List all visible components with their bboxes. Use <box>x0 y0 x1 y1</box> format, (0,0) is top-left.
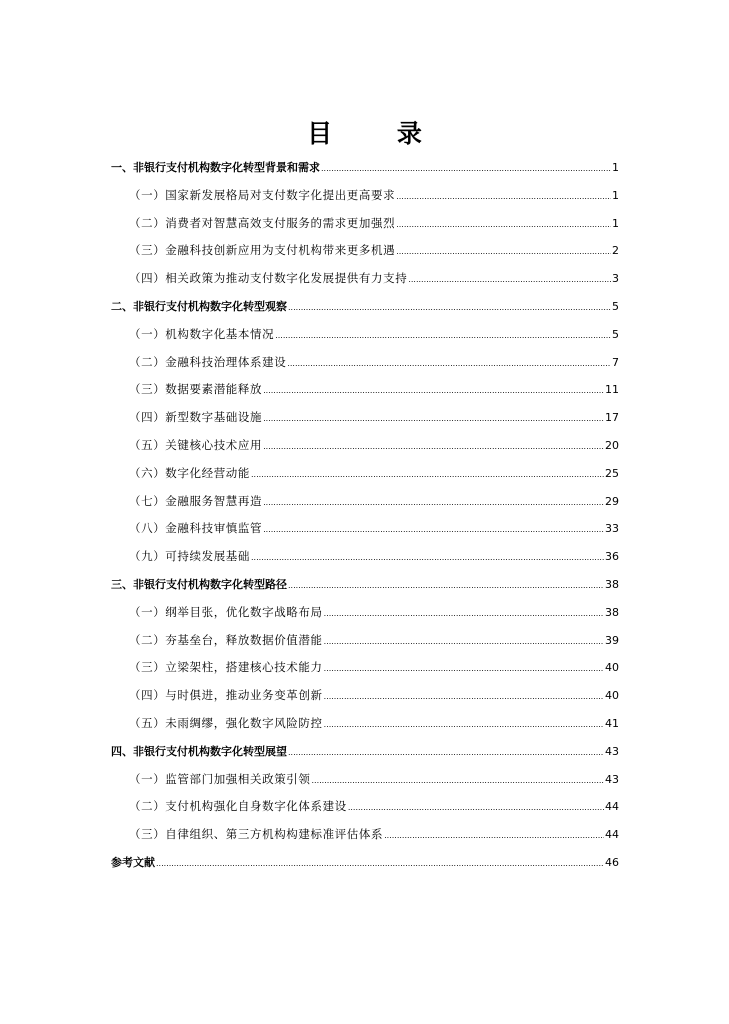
toc-subsection-entry[interactable] <box>111 237 619 265</box>
toc-page-number: 44 <box>605 828 619 842</box>
toc-dot-leader <box>324 628 604 656</box>
toc-subsection-entry[interactable] <box>111 210 619 238</box>
toc-page-number: 1 <box>612 216 619 230</box>
toc-subsection-entry[interactable] <box>111 654 619 682</box>
toc-page-number: 11 <box>605 383 619 397</box>
toc-entry-text: 二、非银行支付机构数字化转型观察 <box>111 299 287 313</box>
toc-page-number: 5 <box>612 299 619 313</box>
toc-subsection-entry[interactable] <box>111 321 619 349</box>
toc-page-number: 2 <box>612 244 619 258</box>
toc-dot-leader <box>324 683 604 711</box>
page-title: 目 录 <box>307 119 450 148</box>
toc-page-number: 36 <box>605 550 619 564</box>
toc-subsection-entry[interactable] <box>111 793 619 821</box>
toc-entry-text: （九）可持续发展基础 <box>129 549 250 564</box>
toc-subsection-entry[interactable] <box>111 404 619 432</box>
toc-entry-text: （一）纲举目张，优化数字战略布局 <box>129 604 323 619</box>
toc-subsection-entry[interactable] <box>111 821 619 849</box>
toc-entry-text: （八）金融科技审慎监管 <box>129 521 263 536</box>
toc-page-number: 20 <box>605 438 619 452</box>
toc-dot-leader <box>312 767 605 795</box>
toc-entry-text: （四）新型数字基础设施 <box>129 410 263 425</box>
toc-entry-text: （三）自律组织、第三方机构构建标准评估体系 <box>129 827 384 842</box>
toc-subsection-entry[interactable] <box>111 349 619 377</box>
toc-entry-text: （一）监管部门加强相关政策引领 <box>129 771 311 786</box>
toc-page-number: 38 <box>605 577 619 591</box>
toc-page-number: 41 <box>605 716 619 730</box>
toc-entry-text: （五）未雨绸缪，强化数字风险防控 <box>129 715 323 730</box>
toc-dot-leader <box>251 544 604 572</box>
toc-entry-text: （四）与时俱进，推动业务变革创新 <box>129 688 323 703</box>
toc-subsection-entry[interactable] <box>111 682 619 710</box>
toc-section-entry[interactable] <box>111 738 619 766</box>
toc-dot-leader <box>287 350 611 378</box>
toc-page-number: 1 <box>612 188 619 202</box>
toc-page-number: 1 <box>612 161 619 174</box>
toc-dot-leader <box>408 266 611 294</box>
toc-dot-leader <box>275 322 611 350</box>
toc-entry-text: 参考文献 <box>111 855 155 869</box>
toc-section-entry[interactable] <box>111 293 619 321</box>
toc-page-number: 40 <box>605 689 619 703</box>
toc-dot-leader <box>263 405 604 433</box>
toc-subsection-entry[interactable] <box>111 182 619 210</box>
toc-subsection-entry[interactable] <box>111 627 619 655</box>
toc-entry-text: （二）消费者对智慧高效支付服务的需求更加强烈 <box>129 215 396 230</box>
toc-dot-leader <box>324 600 604 628</box>
toc-entry-text: （七）金融服务智慧再造 <box>129 493 263 508</box>
toc-entry-text: （二）支付机构强化自身数字化体系建设 <box>129 799 347 814</box>
toc-subsection-entry[interactable] <box>111 432 619 460</box>
toc-subsection-entry[interactable] <box>111 515 619 543</box>
toc-dot-leader <box>288 294 611 322</box>
toc-entry-text: （一）机构数字化基本情况 <box>129 326 275 341</box>
toc-entry-text: （三）立梁架柱，搭建核心技术能力 <box>129 660 323 675</box>
toc-entry-text: （五）关键核心技术应用 <box>129 437 263 452</box>
toc-page-number: 43 <box>605 772 619 786</box>
toc-dot-leader <box>263 433 604 461</box>
toc-entry-text: 四、非银行支付机构数字化转型展望 <box>111 744 287 758</box>
toc-dot-leader <box>288 739 604 767</box>
toc-page-number: 3 <box>612 272 619 286</box>
toc-subsection-entry[interactable] <box>111 543 619 571</box>
toc-section-entry[interactable] <box>111 571 619 599</box>
toc-dot-leader <box>348 794 604 822</box>
toc-dot-leader <box>396 238 611 266</box>
toc-subsection-entry[interactable] <box>111 710 619 738</box>
toc-dot-leader <box>263 516 604 544</box>
toc-entry-text: （三）金融科技创新应用为支付机构带来更多机遇 <box>129 243 396 258</box>
toc-page-number: 29 <box>605 494 619 508</box>
toc-dot-leader <box>263 489 604 517</box>
toc-entry-text: （二）金融科技治理体系建设 <box>129 354 287 369</box>
toc-subsection-entry[interactable] <box>111 265 619 293</box>
toc-dot-leader <box>396 211 611 239</box>
toc-dot-leader <box>396 183 611 211</box>
toc-page-number: 44 <box>605 800 619 814</box>
toc-page-number: 46 <box>605 855 619 869</box>
toc-page-number: 38 <box>605 605 619 619</box>
toc-page-number: 5 <box>612 327 619 341</box>
toc-dot-leader <box>288 572 604 600</box>
toc-page-number: 43 <box>605 744 619 758</box>
toc-dot-leader <box>324 711 604 739</box>
toc-entry-text: 三、非银行支付机构数字化转型路径 <box>111 577 287 591</box>
toc-page-number: 39 <box>605 633 619 647</box>
toc-page-number: 33 <box>605 522 619 536</box>
toc-page-number: 17 <box>605 411 619 425</box>
toc-dot-leader <box>156 850 604 878</box>
toc-subsection-entry[interactable] <box>111 460 619 488</box>
toc-dot-leader <box>384 822 604 850</box>
toc-entry-text: （二）夯基垒台，释放数据价值潜能 <box>129 632 323 647</box>
toc-subsection-entry[interactable] <box>111 766 619 794</box>
toc-section-entry[interactable] <box>111 154 619 182</box>
toc-page-number: 25 <box>605 466 619 480</box>
toc-dot-leader <box>321 155 611 183</box>
toc-entry-text: （三）数据要素潜能释放 <box>129 382 263 397</box>
toc-subsection-entry[interactable] <box>111 488 619 516</box>
toc-dot-leader <box>324 655 604 683</box>
table-of-contents <box>111 154 619 877</box>
toc-page-number: 7 <box>612 355 619 369</box>
toc-entry-text: （一）国家新发展格局对支付数字化提出更高要求 <box>129 187 396 202</box>
toc-dot-leader <box>251 461 604 489</box>
toc-dot-leader <box>263 377 604 405</box>
toc-page-number: 40 <box>605 661 619 675</box>
toc-subsection-entry[interactable] <box>111 376 619 404</box>
toc-entry-text: （四）相关政策为推动支付数字化发展提供有力支持 <box>129 271 408 286</box>
toc-entry-text: （六）数字化经营动能 <box>129 465 250 480</box>
toc-entry-text: 一、非银行支付机构数字化转型背景和需求 <box>111 161 320 174</box>
toc-section-entry[interactable] <box>111 849 619 877</box>
toc-subsection-entry[interactable] <box>111 599 619 627</box>
